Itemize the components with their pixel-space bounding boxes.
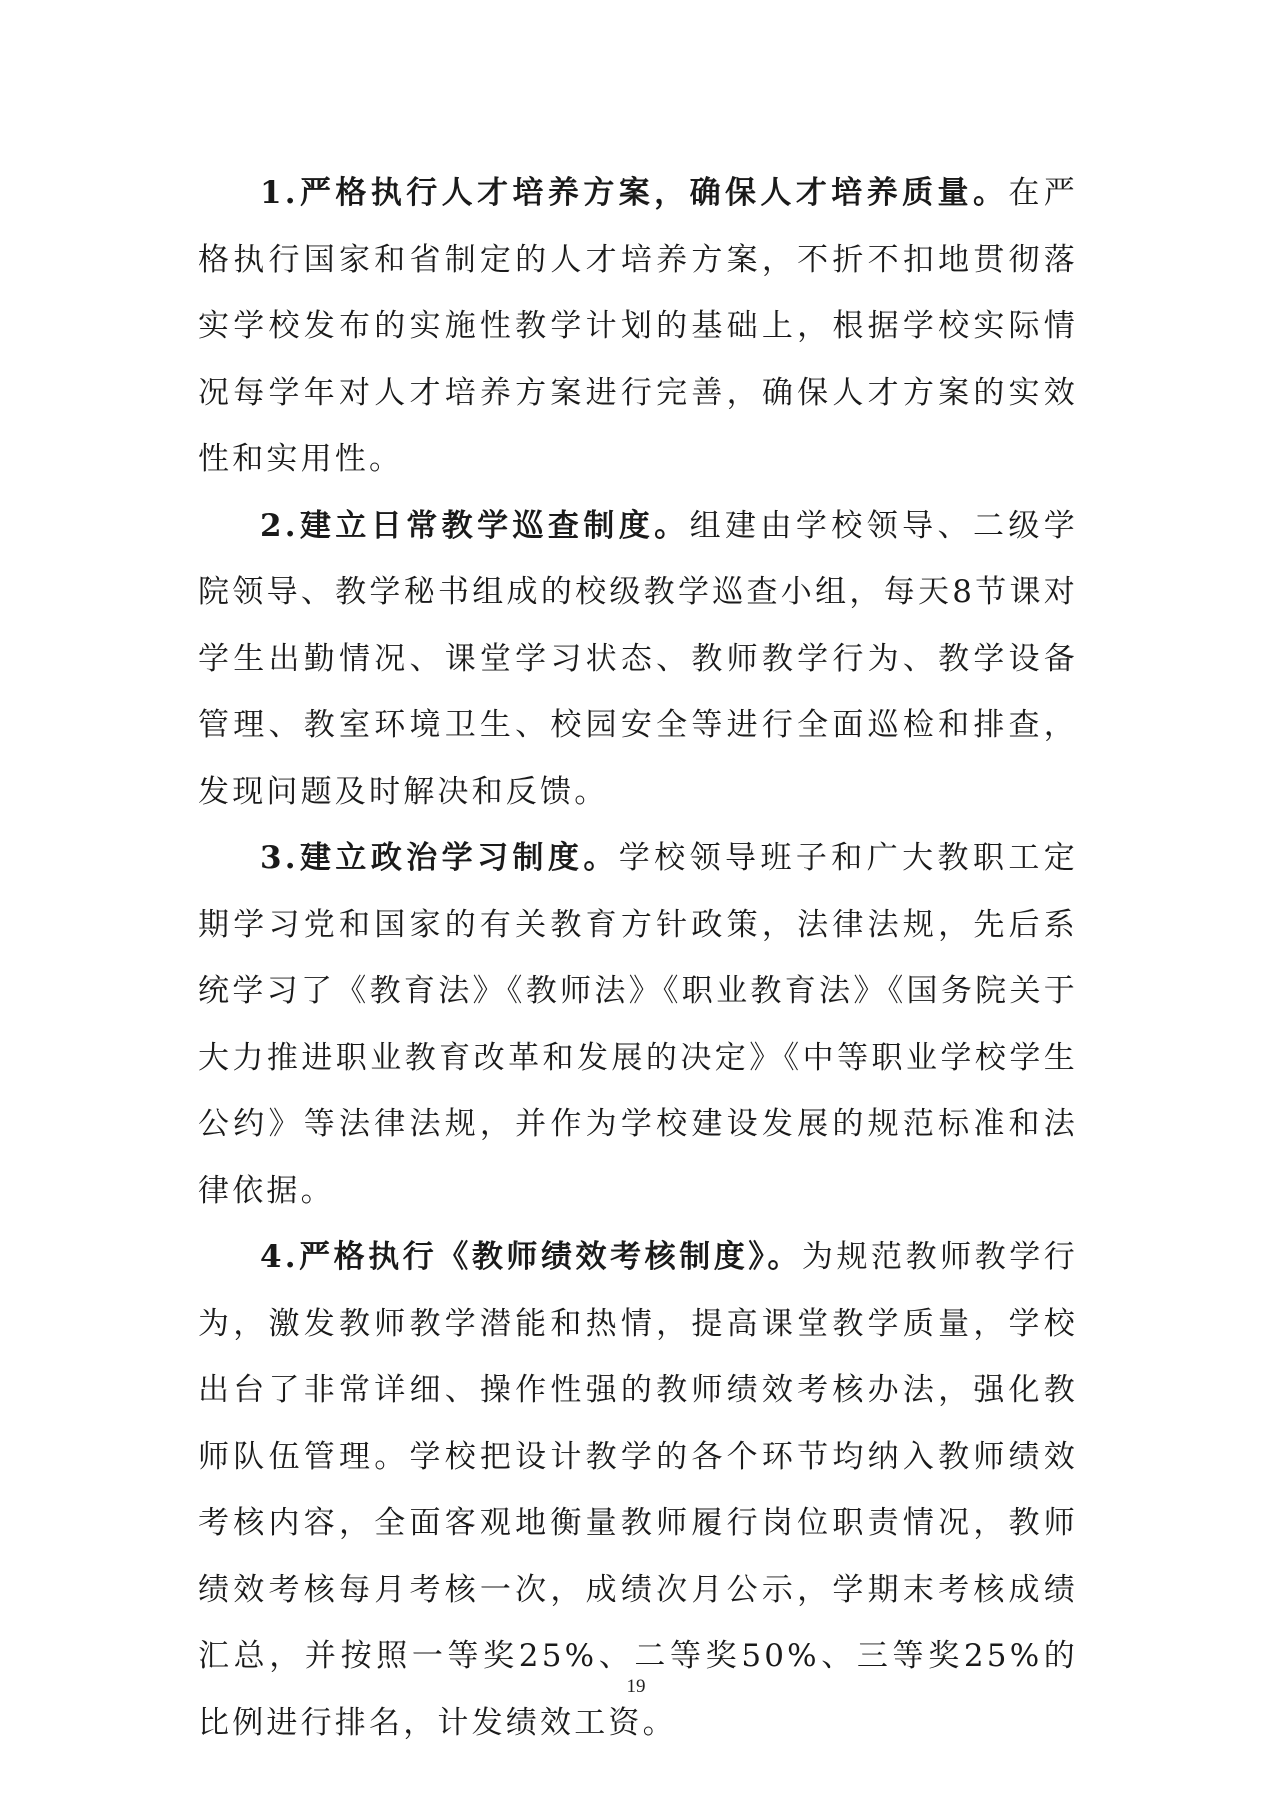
paragraph-text: 在严格执行国家和省制定的人才培养方案，不折不扣地贯彻落实学校发布的实施性教学计划的基础上，根据学校实际情况每学年对人才培养方案进行完善，确保人才方案的实效性和实用性。: [198, 175, 1078, 477]
document-body: [198, 160, 1078, 1756]
paragraph-heading: 2.建立日常教学巡查制度。: [260, 507, 690, 544]
paragraph-talent-training: [198, 160, 1078, 493]
paragraph-teaching-inspection: [198, 493, 1078, 826]
paragraph-heading: 1.严格执行人才培养方案，确保人才培养质量。: [260, 175, 1009, 211]
paragraph-heading: 4.严格执行《教师绩效考核制度》。: [260, 1239, 802, 1275]
paragraph-heading: 3.建立政治学习制度。: [260, 840, 619, 876]
paragraph-text: 组建由学校领导、二级学院领导、教学秘书组成的校级教学巡查小组，每天8节课对学生出勤情况、课堂学习状态、教师教学行为、教学设备管理、教室环境卫生、校园安全等进行全面巡检和排查，发现问题及时解决和反馈。: [198, 507, 1079, 810]
page-number: 19: [626, 1676, 646, 1697]
paragraph-political-study: [198, 825, 1078, 1224]
paragraph-text: 为规范教师教学行为，激发教师教学潜能和热情，提高课堂教学质量，学校出台了非常详细、操作性强的教师绩效考核办法，强化教师队伍管理。学校把设计教学的各个环节均纳入教师绩效考核内容，全面客观地衡量教师履行岗位职责情况，教师绩效考核每月考核一次，成绩次月公示，学期末考核成绩汇总，并按照一等奖25%、二等奖50%、三等奖25%的比例进行排名，计发绩效工资。: [198, 1239, 1078, 1741]
paragraph-text: 学校领导班子和广大教职工定期学习党和国家的有关教育方针政策，法律法规，先后系统学习了《教育法》《教师法》《职业教育法》《国务院关于大力推进职业教育改革和发展的决定》《中等职业学校学生公约》等法律法规，并作为学校建设发展的规范标准和法律依据。: [198, 840, 1078, 1209]
